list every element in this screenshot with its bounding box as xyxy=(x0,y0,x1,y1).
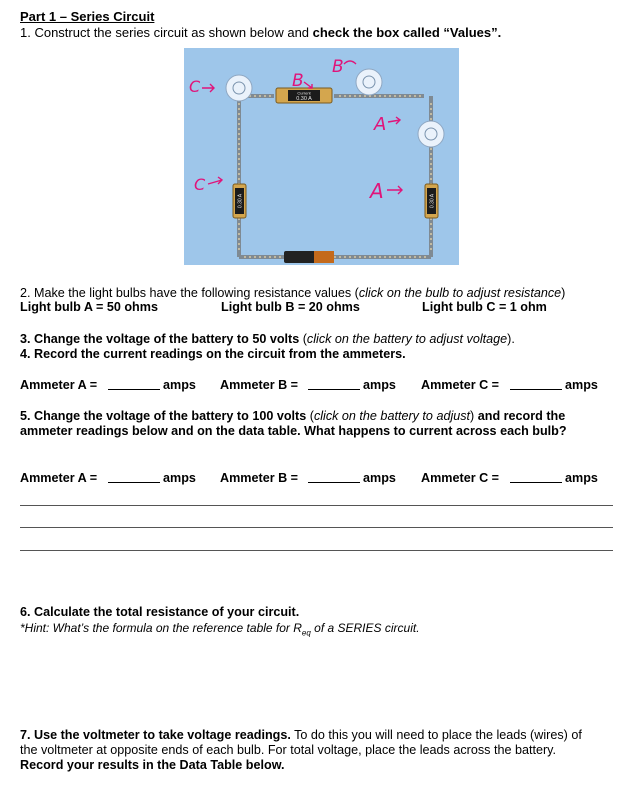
amps-label: amps xyxy=(565,471,598,485)
question-3 xyxy=(20,332,515,346)
q5-bold-1: 5. Change the voltage of the battery to 100 volts xyxy=(20,409,307,423)
ammeter-a-blank-1[interactable] xyxy=(108,378,160,390)
part-title: Part 1 – Series Circuit xyxy=(20,9,155,24)
annotation-b-left: B xyxy=(292,71,304,91)
q3-paren: ( xyxy=(299,332,307,346)
q2-end: ) xyxy=(561,286,566,300)
ammeter-a-blank-2[interactable] xyxy=(108,471,160,483)
question-5 xyxy=(20,409,565,423)
ammeter-a-label: Ammeter A = xyxy=(20,471,98,485)
q6-hint-text: *Hint: What’s the formula on the reference table for R xyxy=(20,621,302,635)
answer-line[interactable] xyxy=(20,505,613,506)
q1-text: 1. Construct the series circuit as shown below and xyxy=(20,25,313,40)
bulb-b-value: Light bulb B = 20 ohms xyxy=(221,300,360,314)
amps-label: amps xyxy=(363,471,396,485)
annotation-b-right: B xyxy=(332,57,344,77)
q6-hint-end: of a SERIES circuit. xyxy=(310,621,420,635)
ammeter-c-label: Ammeter C = xyxy=(421,378,500,392)
circuit-figure xyxy=(184,48,459,265)
question-2 xyxy=(20,286,565,300)
q2-italic: click on the bulb to adjust resistance xyxy=(358,286,562,300)
ammeter-top-value: 0.30 A xyxy=(296,96,312,102)
q2-text: 2. Make the light bulbs have the following resistance values ( xyxy=(20,286,359,300)
q5-paren-close: ) xyxy=(470,409,478,423)
ammeter-b-blank-2[interactable] xyxy=(308,471,360,483)
q7-line-2: the voltmeter at opposite ends of each bulb. For total voltage, place the leads across the battery. xyxy=(20,743,557,757)
figure-background xyxy=(184,48,459,265)
q1-bold: check the box called “Values”. xyxy=(312,25,502,40)
ammeter-right-value: 0.30 A xyxy=(429,193,436,209)
ammeter-b-label: Ammeter B = xyxy=(220,378,299,392)
bulb-c-value: Light bulb C = 1 ohm xyxy=(422,300,547,314)
battery[interactable] xyxy=(284,251,334,263)
q3-italic: click on the battery to adjust voltage xyxy=(306,332,508,346)
question-1 xyxy=(20,25,501,40)
q6-hint-subscript: eq xyxy=(301,628,311,638)
amps-label: amps xyxy=(363,378,396,392)
ammeter-top xyxy=(276,88,332,103)
q5-paren: ( xyxy=(306,409,314,423)
q3-bold: 3. Change the voltage of the battery to 50 volts xyxy=(20,332,300,346)
ammeter-left-value: 0.30 A xyxy=(237,193,244,209)
q3-end: ). xyxy=(507,332,515,346)
q7-bold: 7. Use the voltmeter to take voltage readings. xyxy=(20,728,291,742)
ammeter-c-label: Ammeter C = xyxy=(421,471,500,485)
annotation-c-top: C xyxy=(189,77,201,96)
ammeter-c-blank-1[interactable] xyxy=(510,378,562,390)
ammeter-right xyxy=(425,184,438,218)
annotation-a-side: A xyxy=(370,179,384,203)
annotation-c-side: C xyxy=(194,175,206,194)
q7-text: To do this you will need to place the leads (wires) of xyxy=(290,728,582,742)
q5-bold-2: and record the xyxy=(477,409,566,423)
answer-line[interactable] xyxy=(20,527,613,528)
bulb-a-value: Light bulb A = 50 ohms xyxy=(20,300,158,314)
ammeter-b-label: Ammeter B = xyxy=(220,471,299,485)
ammeter-b-blank-1[interactable] xyxy=(308,378,360,390)
question-7 xyxy=(20,728,582,742)
q5-line-2: ammeter readings below and on the data table. What happens to current across each bulb? xyxy=(20,424,567,438)
amps-label: amps xyxy=(163,471,196,485)
q5-italic: click on the battery to adjust xyxy=(313,409,471,423)
answer-line[interactable] xyxy=(20,550,613,551)
question-6: 6. Calculate the total resistance of your circuit. xyxy=(20,605,300,619)
amps-label: amps xyxy=(163,378,196,392)
light-bulb-c[interactable] xyxy=(226,75,252,101)
amps-label: amps xyxy=(565,378,598,392)
annotation-a-top: A xyxy=(374,114,387,135)
q6-hint xyxy=(20,621,420,637)
ammeter-a-label: Ammeter A = xyxy=(20,378,98,392)
ammeter-c-blank-2[interactable] xyxy=(510,471,562,483)
ammeter-top-label: Current xyxy=(297,90,311,96)
light-bulb-a[interactable] xyxy=(418,121,444,147)
q7-line-3: Record your results in the Data Table below. xyxy=(20,758,285,772)
question-4: 4. Record the current readings on the circuit from the ammeters. xyxy=(20,347,406,361)
light-bulb-b[interactable] xyxy=(356,69,382,95)
ammeter-left xyxy=(233,184,246,218)
